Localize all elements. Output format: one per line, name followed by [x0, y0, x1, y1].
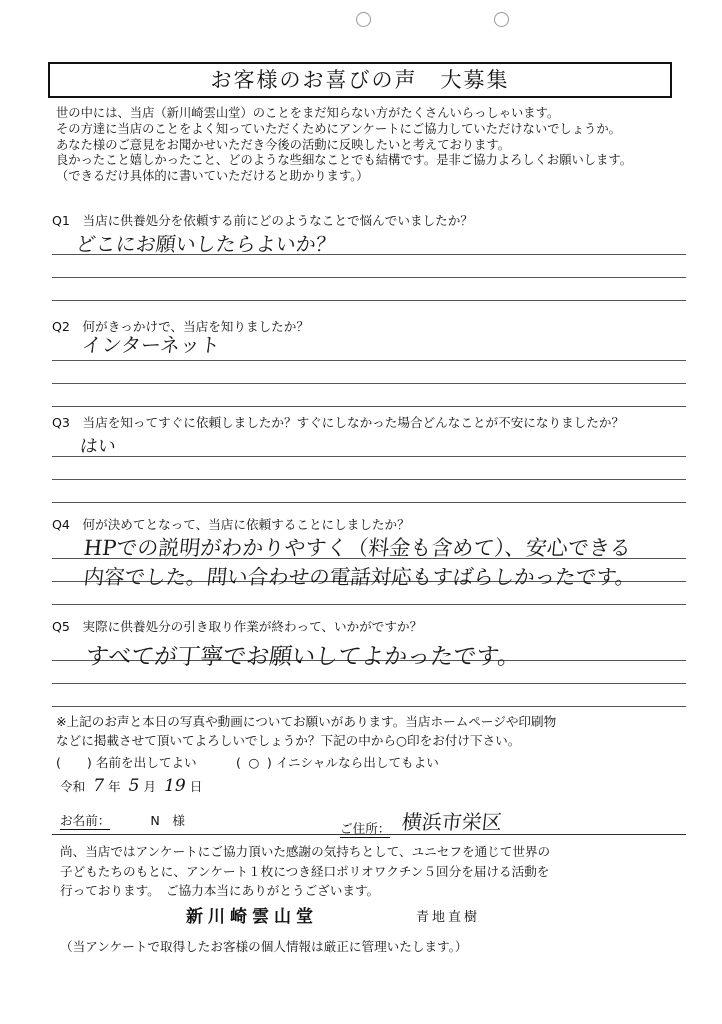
date-year-unit: 年 — [108, 779, 121, 794]
answer-q2: インターネット — [80, 333, 222, 357]
question-1: Q1 当店に供養処分を依頼する前にどのようなことで悩んでいましたか？ — [52, 213, 473, 228]
date-year: 7 — [93, 776, 105, 796]
option-label: 名前を出してよい — [95, 755, 197, 770]
consent-option-name[interactable] — [56, 752, 197, 771]
date-month-unit: 月 — [143, 779, 157, 794]
intro-line: 良かったこと嬉しかったこと、どのような些細なことでも結構です。是非ご協力よろしくお願いします。 — [56, 153, 632, 168]
page-title: お客様のお喜びの声 大募集 — [48, 62, 672, 98]
shop-name: 新川崎雲山堂 — [186, 907, 318, 927]
question-3: Q3 当店を知ってすぐに依頼しましたか？すぐにしなかった場合どんなことが不安になりましたか？ — [52, 415, 625, 430]
consent-note-line: などに掲載させて頂いてよろしいでしょうか？下記の中から○印をお付け下さい。 — [56, 733, 521, 748]
address-label: ご住所： — [340, 818, 390, 838]
intro-line: （できるだけ具体的に書いていただけると助かります。） — [56, 169, 369, 184]
footer-paragraph — [60, 842, 550, 901]
footer-line: 行っております。 ご協力本当にありがとうございます。 — [60, 883, 380, 898]
answer-q4-line2: 内容でした。問い合わせの電話対応もすばらしかったです。 — [82, 565, 637, 589]
answer-q5: すべてが丁寧でお願いしてよかったです。 — [84, 644, 522, 670]
footer-line: 子どもたちのもとに、アンケート１枚につき経口ポリオワクチン５回分を届ける活動を — [60, 863, 550, 879]
answer-q3: はい — [78, 436, 117, 457]
question-2: Q2 何がきっかけで、当店を知りましたか？ — [52, 319, 309, 334]
answer-q1: どこにお願いしたらよいか？ — [74, 232, 338, 256]
paren-close: ) — [266, 755, 272, 770]
person-name: 青地直樹 — [416, 910, 481, 925]
paren-open: ( — [236, 755, 241, 770]
footer-line: 尚、当店ではアンケートにご協力頂いた感謝の気持ちとして、ユニセフを通じて世界の — [60, 844, 551, 859]
name-field — [60, 810, 185, 830]
intro-line: その方達に当店のことをよく知っていただくためにアンケートにご協力していただけないでしょうか。 — [56, 121, 621, 136]
punch-hole — [494, 12, 509, 27]
answer-lines-q3 — [52, 434, 686, 503]
intro-line: 世の中には、当店（新川崎雲山堂）のことをまだ知らない方がたくさんいらっしゃいます。 — [56, 106, 560, 120]
privacy-note: （当アンケートで取得したお客様の個人情報は厳正に管理いたします。） — [60, 939, 468, 954]
date-day: 19 — [164, 776, 186, 796]
question-4: Q4 何が決めてとなって、当店に依頼することにしましたか？ — [52, 517, 410, 532]
name-label: お名前： — [60, 810, 110, 830]
option-label: イニシャルなら出してもよい — [275, 755, 439, 770]
punch-hole — [356, 12, 371, 27]
date-month: 5 — [128, 776, 140, 796]
name-value: N 様 — [150, 813, 185, 828]
consent-option-initials[interactable] — [236, 752, 439, 771]
consent-note-line: ※上記のお声と本日の写真や動画についてお願いがあります。当店ホームページや印刷物 — [56, 714, 557, 729]
date-field — [60, 776, 202, 796]
date-era: 令和 — [60, 779, 86, 794]
paren-open: ( — [56, 755, 61, 770]
date-day-unit: 日 — [189, 779, 203, 794]
answer-q4-line1: HPでの説明がわかりやすく（料金も含めて）、安心できる — [82, 536, 633, 560]
question-5: Q5 実際に供養処分の引き取り作業が終わって、いかがですか？ — [52, 619, 423, 634]
address-value: 横浜市栄区 — [400, 810, 504, 834]
intro-line: あなた様のご意見をお聞かせいただき今後の活動に反映したいと考えております。 — [56, 137, 511, 152]
consent-note — [56, 712, 556, 750]
option-mark: ○ — [248, 755, 260, 770]
intro-paragraph — [56, 106, 706, 185]
divider — [52, 834, 686, 835]
paren-close: ) — [86, 755, 92, 770]
